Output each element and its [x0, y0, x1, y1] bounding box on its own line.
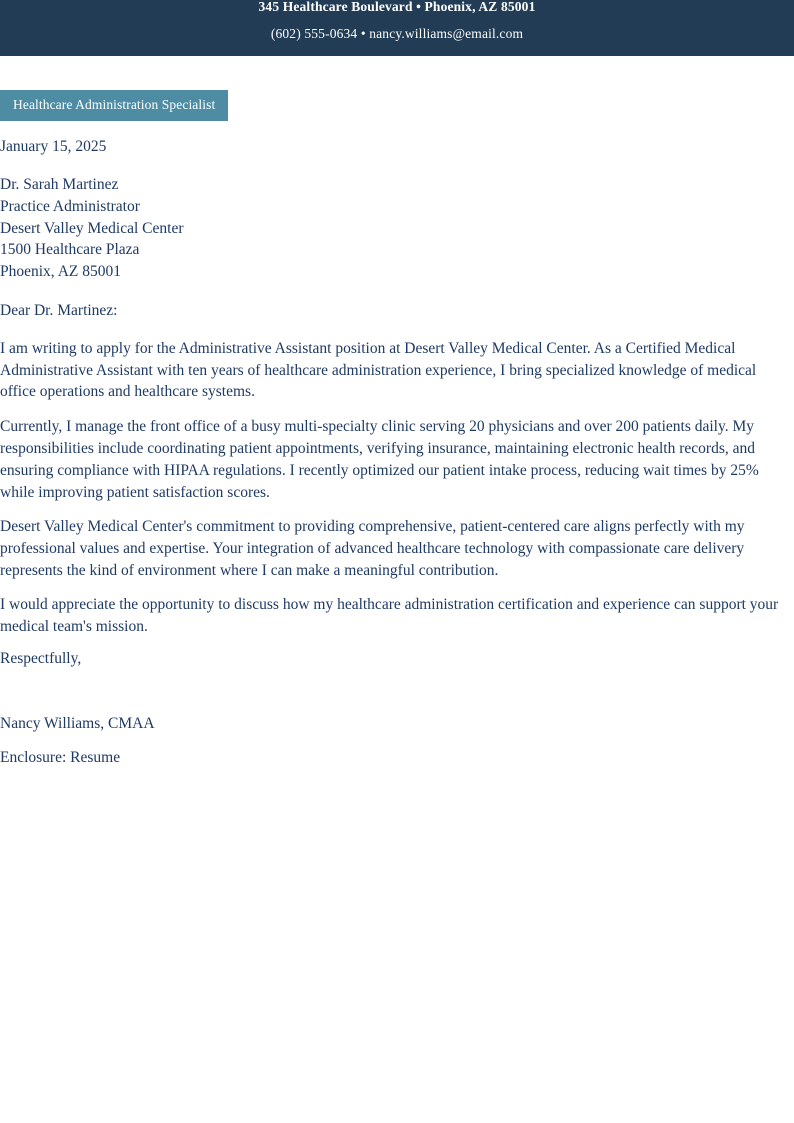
recipient-line: Dr. Sarah Martinez — [0, 176, 119, 194]
letter-paragraph: I am writing to apply for the Administrative Assistant position at Desert Valley Medical Center. As a Certified Medical Administrative Assistant with ten years of healthcare administration experience, I bring specialized knowledge of medical office operations and healthcare systems. — [0, 339, 757, 401]
letter-body — [0, 56, 794, 768]
letter-paragraph: Desert Valley Medical Center's commitment to providing comprehensive, patient-centered care aligns perfectly with my professional values and expertise. Your integration of advanced healthcare technology with compassionate care delivery represents the kind of environment where I can make a meaningful contribution. — [0, 518, 745, 579]
letter-paragraphs — [0, 321, 794, 638]
recipient-line: Practice Administrator — [0, 197, 140, 215]
enclosure-note: Enclosure: Resume — [0, 749, 121, 767]
sender-address-line: 345 Healthcare Boulevard • Phoenix, AZ 85001 — [258, 0, 536, 14]
recipient-line: 1500 Healthcare Plaza — [0, 241, 140, 259]
role-badge-container — [0, 56, 794, 121]
closing-salutation: Respectfully, — [0, 650, 82, 668]
letter-paragraph: Currently, I manage the front office of a busy multi-specialty clinic serving 20 physicians and over 200 patients daily. My responsibilities include coordinating patient appointments, verifying insurance, maintaining electronic health records, and ensuring compliance with HIPAA regulations. I recently optimized our patient intake process, reducing wait times by 25% while improving patient satisfaction scores. — [0, 417, 759, 501]
salutation: Dear Dr. Martinez: — [0, 302, 118, 320]
role-badge: Healthcare Administration Specialist — [0, 90, 228, 121]
sender-contact-line: (602) 555-0634 • nancy.williams@email.com — [270, 25, 524, 41]
letter-header — [0, 0, 794, 56]
recipient-line: Desert Valley Medical Center — [0, 219, 184, 237]
signature-name: Nancy Williams, CMAA — [0, 714, 155, 732]
letter-paragraph: I would appreciate the opportunity to discuss how my healthcare administration certification and experience can support your medical team's mission. — [0, 596, 779, 636]
recipient-line: Phoenix, AZ 85001 — [0, 263, 121, 281]
recipient-block — [0, 156, 794, 283]
letter-date: January 15, 2025 — [0, 137, 107, 155]
